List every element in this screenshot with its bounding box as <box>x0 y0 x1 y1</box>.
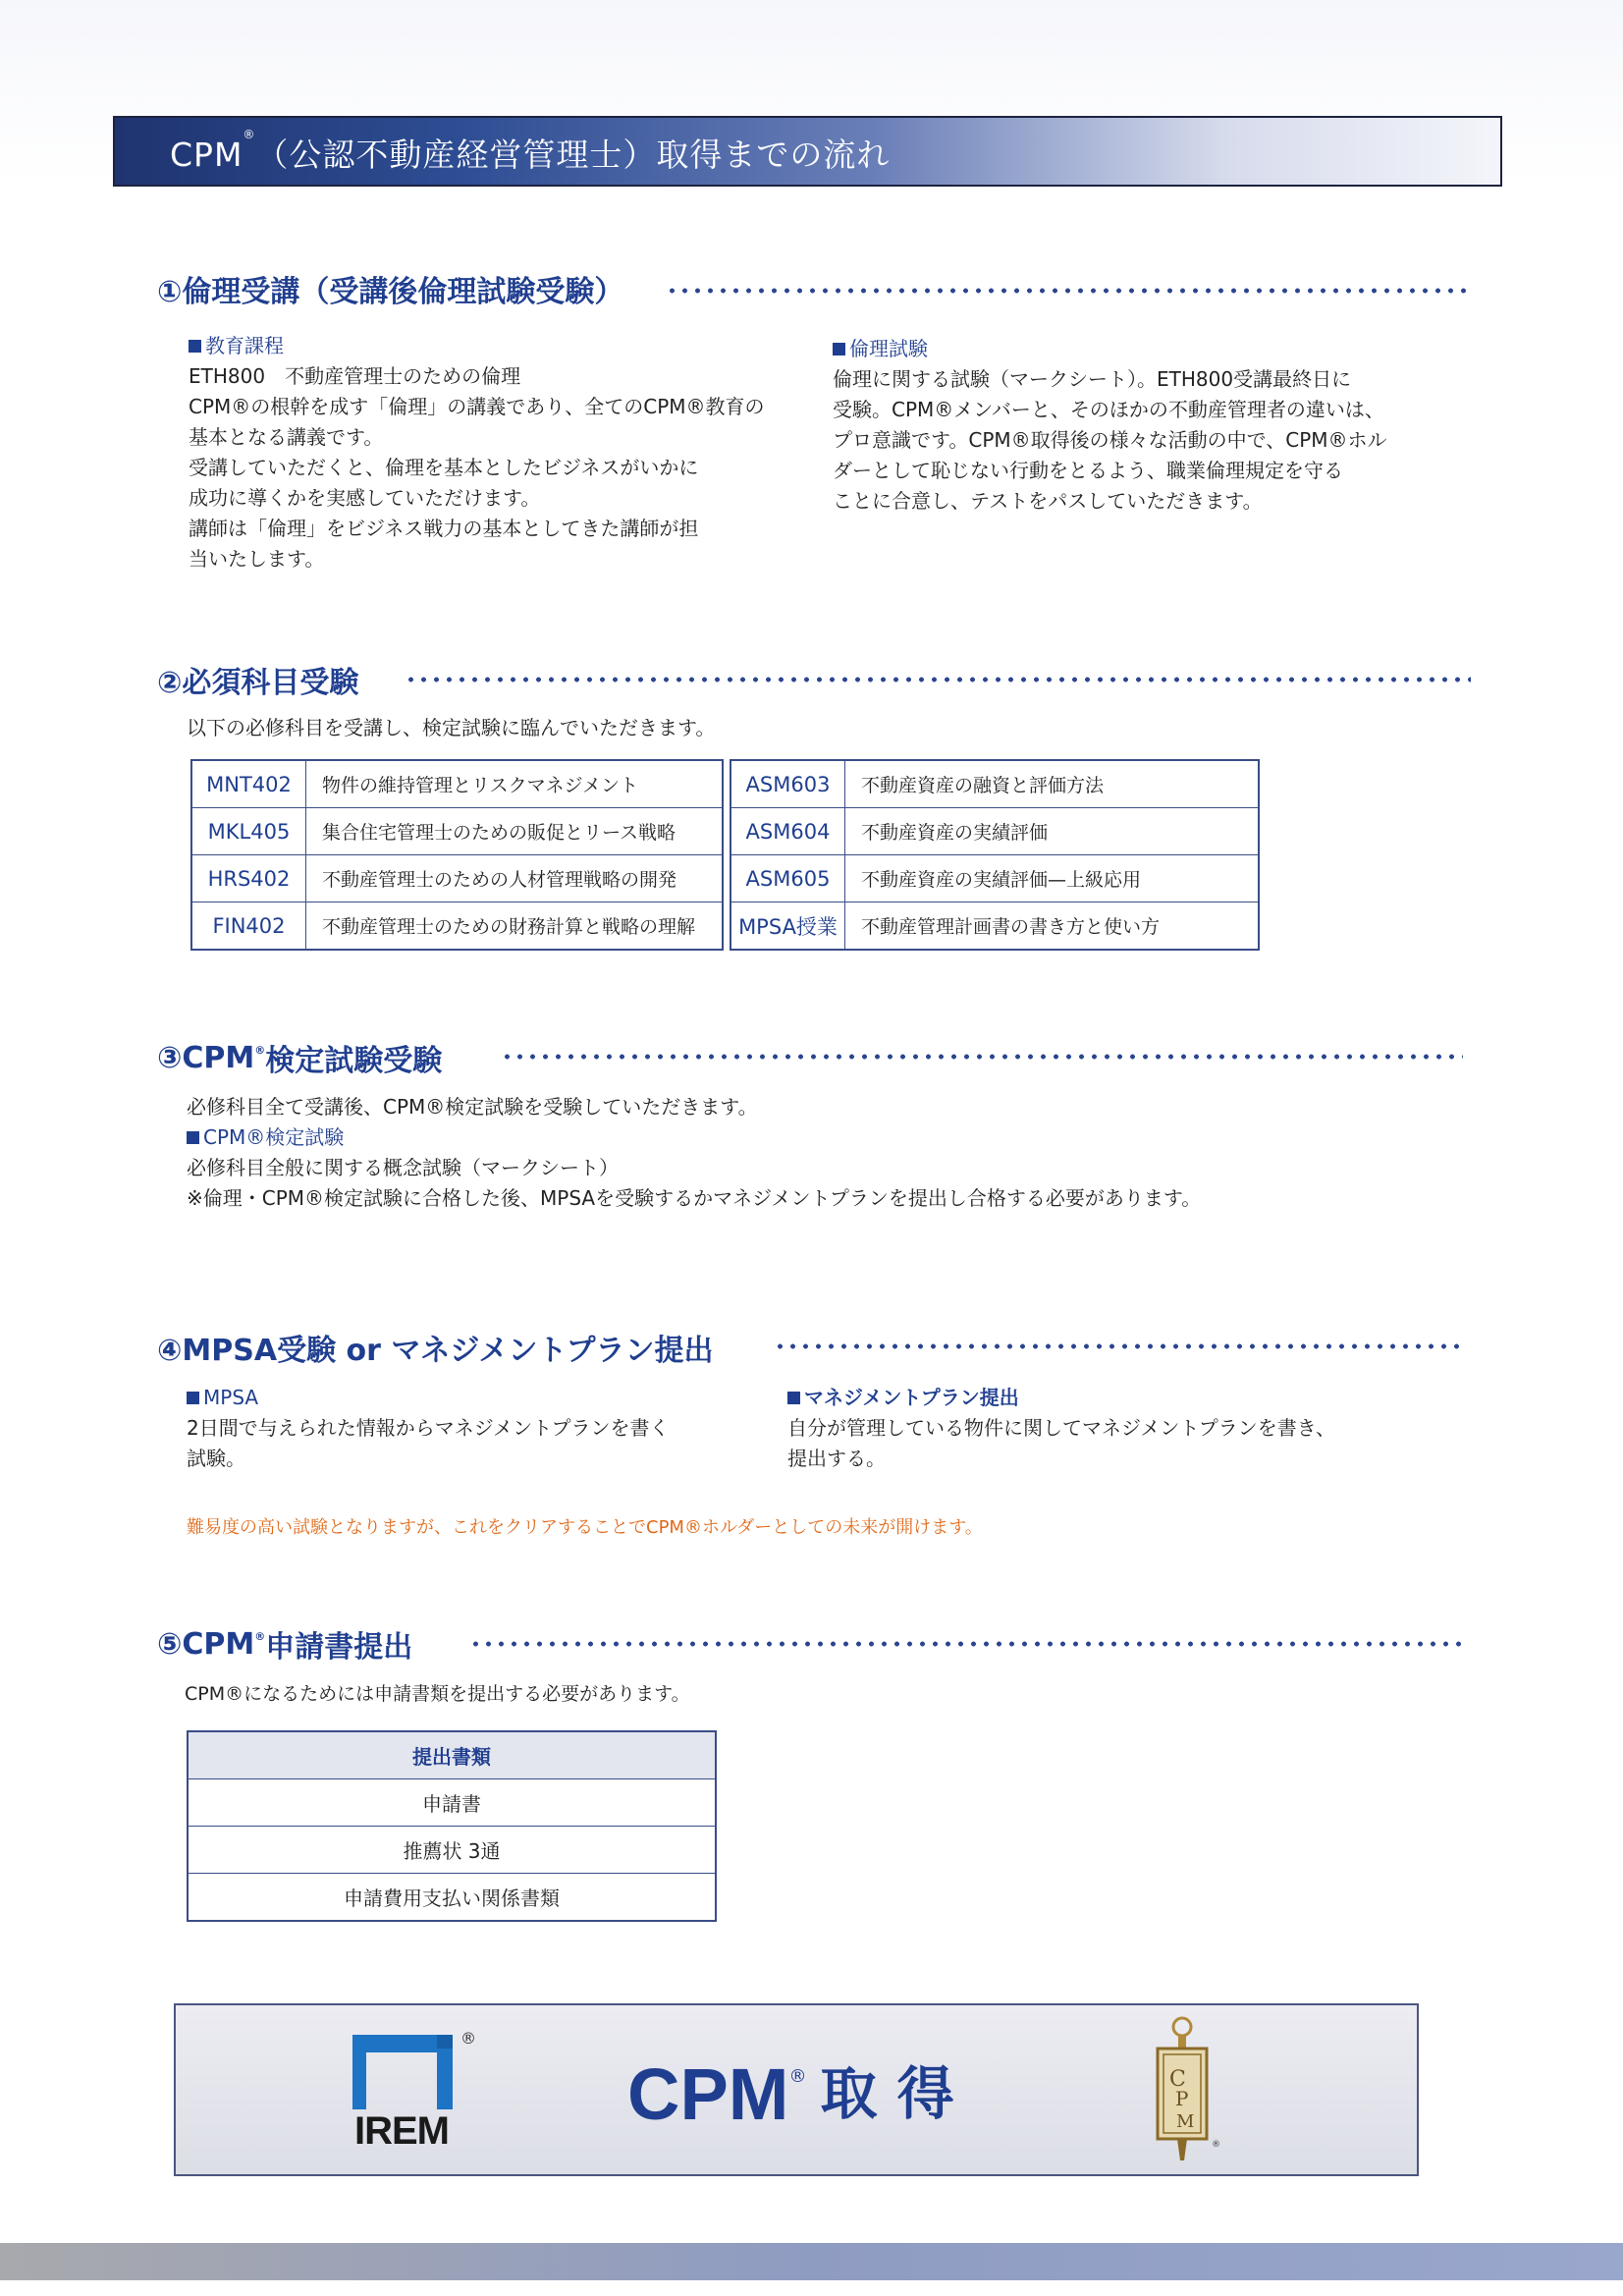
course-code: HRS402 <box>191 855 306 902</box>
section-1-title: ①倫理受講（受講後倫理試験受験） <box>157 275 624 309</box>
table-header-row <box>188 1731 716 1779</box>
section-2-dots <box>405 677 1471 683</box>
s3-heading-text: CPM®検定試験 <box>203 1125 345 1149</box>
s4-left-line: 2日間で与えられた情報からマネジメントプランを書く <box>187 1416 670 1440</box>
square-bullet-icon <box>787 1392 800 1404</box>
table-cell: 申請書 <box>188 1779 716 1827</box>
irem-logo-text: IREM <box>354 2109 449 2153</box>
s4-left-heading <box>187 1383 258 1413</box>
table-cell: 推薦状 3通 <box>188 1827 716 1874</box>
course-name: 物件の維持管理とリスクマネジメント <box>306 760 724 808</box>
square-bullet-icon <box>187 1131 199 1144</box>
s1-left-line: CPM®の根幹を成す「倫理」の講義であり、全てのCPM®教育の <box>189 395 765 418</box>
title-cpm: CPM <box>170 136 243 174</box>
s3-heading <box>187 1122 344 1153</box>
s1-left-line: 基本となる講義です。 <box>189 425 384 449</box>
course-name: 集合住宅管理士のための販促とリース戦略 <box>306 808 724 855</box>
course-code: MPSA授業 <box>730 902 845 951</box>
s1-right-heading <box>833 334 928 364</box>
s4-right-line: 提出する。 <box>787 1447 886 1470</box>
course-code: MKL405 <box>191 808 306 855</box>
s1-right-line: 受験。CPM®メンバーと、そのほかの不動産管理者の違いは、 <box>833 398 1384 421</box>
s1-left-heading <box>189 331 284 361</box>
table-row <box>191 902 723 951</box>
s2-intro: 以下の必修科目を受講し、検定試験に臨んでいただきます。 <box>187 716 716 739</box>
course-name: 不動産資産の融資と評価方法 <box>845 760 1260 808</box>
s1-right-line: プロ意識です。CPM®取得後の様々な活動の中で、CPM®ホル <box>833 428 1387 452</box>
page-header-band <box>113 116 1502 187</box>
s1-right-heading-text: 倫理試験 <box>849 337 928 360</box>
s1-left-line: 受講していただくと、倫理を基本としたビジネスがいかに <box>189 456 699 479</box>
course-code: MNT402 <box>191 760 306 808</box>
square-bullet-icon <box>189 340 201 353</box>
section-1-dots <box>666 288 1471 294</box>
s4-left-heading-text: MPSA <box>203 1386 259 1409</box>
s3-title-cpm: ③CPM <box>157 1040 255 1075</box>
s5-intro: CPM®になるためには申請書類を提出する必要があります。 <box>185 1683 690 1705</box>
table-header: 提出書類 <box>188 1731 716 1779</box>
s3-line: 必修科目全て受講後、CPM®検定試験を受験していただきます。 <box>187 1095 758 1119</box>
section-2-title: ②必須科目受験 <box>157 666 359 700</box>
bottom-band <box>0 2243 1623 2280</box>
irem-reg-mark: ® <box>460 2029 476 2048</box>
banner-cpm: CPM <box>627 2053 789 2135</box>
square-bullet-icon <box>833 343 845 355</box>
table-cell: 申請費用支払い関係書類 <box>188 1874 716 1922</box>
s5-title-rest: 申請書提出 <box>265 1630 413 1665</box>
table-row <box>730 855 1259 902</box>
table-row <box>730 760 1259 808</box>
banner-acquire: 取 得 <box>820 2060 954 2127</box>
s4-right-heading <box>787 1383 1019 1413</box>
course-table-right <box>730 759 1260 951</box>
cpm-key-emblem-icon <box>1143 2013 1231 2170</box>
s1-left-line: 成功に導くかを実感していただけます。 <box>189 486 541 510</box>
course-name: 不動産管理士のための財務計算と戦略の理解 <box>306 902 724 951</box>
section-5-dots <box>469 1641 1463 1647</box>
cpm-acquire-title <box>627 2052 954 2136</box>
s4-highlight-note: 難易度の高い試験となりますが、これをクリアすることでCPM®ホルダーとしての未来が開けます。 <box>187 1517 983 1538</box>
section-3-title <box>157 1036 442 1079</box>
course-table-left <box>190 759 724 951</box>
course-name: 不動産管理士のための人材管理戦略の開発 <box>306 855 724 902</box>
page-title <box>170 130 890 176</box>
course-code: FIN402 <box>191 902 306 951</box>
s1-right-line: 倫理に関する試験（マークシート）。ETH800受講最終日に <box>833 367 1352 391</box>
title-rest: （公認不動産経営管理士）取得までの流れ <box>255 136 891 174</box>
s1-right-line: ダーとして恥じない行動をとるよう、職業倫理規定を守る <box>833 459 1343 482</box>
s1-left-heading-text: 教育課程 <box>205 334 284 357</box>
table-row <box>188 1827 716 1874</box>
table-row <box>730 902 1259 951</box>
table-row <box>188 1874 716 1922</box>
s3-title-rest: 検定試験受験 <box>265 1044 443 1078</box>
irem-logo <box>352 2029 490 2153</box>
section-4-dots <box>774 1343 1463 1349</box>
reg-mark: ® <box>254 1629 266 1643</box>
s1-left-line: ETH800 不動産管理士のための倫理 <box>189 364 521 388</box>
svg-text:®: ® <box>1212 2140 1220 2150</box>
s4-left-line: 試験。 <box>187 1447 245 1470</box>
s1-left-line: 当いたします。 <box>189 547 325 571</box>
banner-reg-mark: ® <box>788 2066 807 2087</box>
s1-right-line: ことに合意し、テストをパスしていただきます。 <box>833 489 1263 513</box>
documents-table <box>187 1730 717 1922</box>
s5-title-cpm: ⑤CPM <box>157 1626 255 1662</box>
reg-mark: ® <box>254 1043 266 1057</box>
s4-right-heading-text: マネジメントプラン提出 <box>804 1386 1019 1409</box>
table-row <box>191 760 723 808</box>
course-code: ASM603 <box>730 760 845 808</box>
s1-left-line: 講師は「倫理」をビジネス戦力の基本としてきた講師が担 <box>189 517 699 540</box>
section-3-dots <box>501 1054 1463 1060</box>
table-row <box>188 1779 716 1827</box>
section-5-title <box>157 1622 412 1666</box>
svg-text:P: P <box>1175 2087 1189 2110</box>
s3-line: 必修科目全般に関する概念試験（マークシート） <box>187 1156 619 1179</box>
s4-right-line: 自分が管理している物件に関してマネジメントプランを書き、 <box>787 1416 1335 1440</box>
cpm-banner <box>174 2003 1419 2176</box>
table-row <box>191 808 723 855</box>
title-reg-mark: ® <box>243 128 256 141</box>
course-code: ASM604 <box>730 808 845 855</box>
s3-note: ※倫理・CPM®検定試験に合格した後、MPSAを受験するかマネジメントプランを提出し合格する必要があります。 <box>187 1186 1202 1210</box>
course-name: 不動産資産の実績評価 <box>845 808 1260 855</box>
table-row <box>730 808 1259 855</box>
table-row <box>191 855 723 902</box>
course-code: ASM605 <box>730 855 845 902</box>
section-4-title: ④MPSA受験 or マネジメントプラン提出 <box>157 1334 714 1368</box>
svg-text:M: M <box>1176 2111 1195 2132</box>
svg-text:C: C <box>1169 2067 1186 2092</box>
square-bullet-icon <box>187 1392 199 1404</box>
course-name: 不動産資産の実績評価—上級応用 <box>845 855 1260 902</box>
course-name: 不動産管理計画書の書き方と使い方 <box>845 902 1260 951</box>
